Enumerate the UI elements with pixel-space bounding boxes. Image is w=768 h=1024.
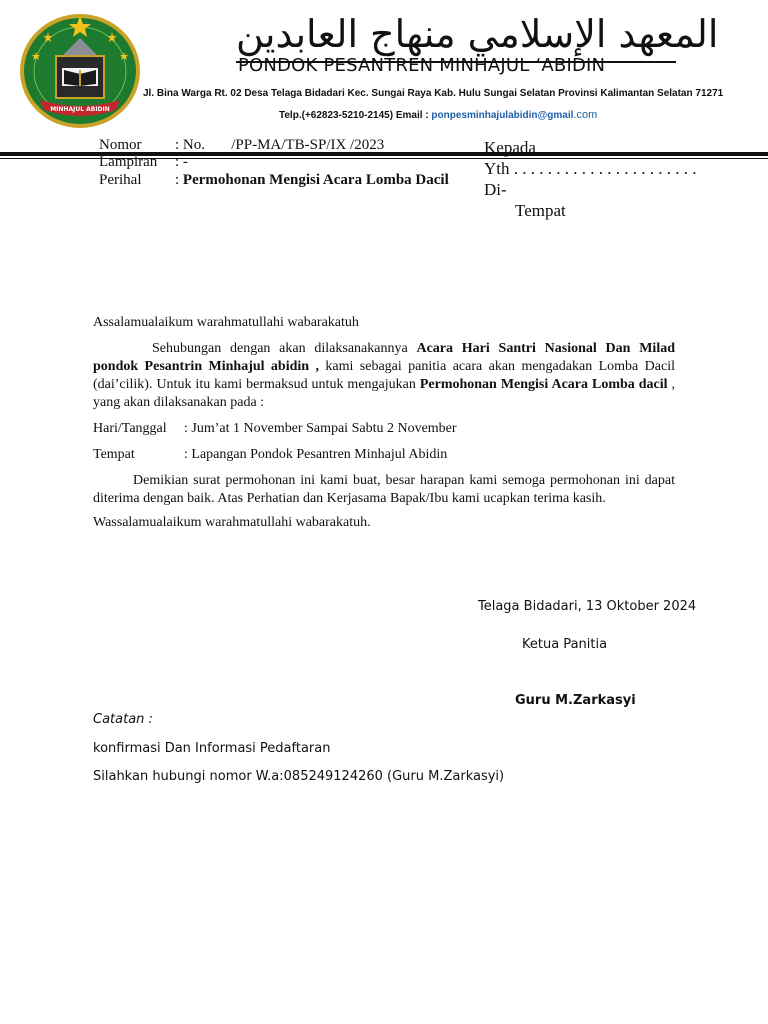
p1-event: Acara Hari Santri Nasional Dan Milad pondok Pesantrin Minhajul abidin , [93,341,676,374]
notes-line-2: Silahkan hubungi nomor W.a:085249124260 (Guru M.Zarkasyi) [93,769,505,784]
institution-name: PONDOK PESANTREN MINHAJUL ‘ABIDIN [238,55,606,76]
recipient-kepada: Kepada [484,138,536,157]
nomor-label: Nomor [99,137,142,153]
p1-request: Permohonan Mengisi Acara Lomba dacil [419,377,668,392]
place-label: Tempat [93,447,135,462]
contact-line [279,109,679,121]
paragraph-closing: Demikian surat permohonan ini kami buat, besar harapan kami semoga permohonan ini dapat diterima dengan baik. Atas Perhatian dan Kerjasama Bapak/Ibu kami ucapkan terima kasih. [93,473,675,506]
paragraph-opening [93,340,675,412]
valediction: Wassalamualaikum warahmatullahi wabarakatuh. [93,515,371,530]
p1-middle: kami sebagai panitia acara akan mengadakan Lomba Dacil (dai’cilik). Untuk itu kami bermaksud untuk mengajukan [93,359,675,392]
email-domain[interactable]: .com [573,109,598,121]
signature-role: Ketua Panitia [522,637,608,652]
arabic-institution-name: المعهد الإسلامي منهاج العابدين [236,12,719,56]
lampiran-value: : - [175,154,188,170]
date-value: : Jum’at 1 November Sampai Sabtu 2 November [184,421,457,436]
notes-title: Catatan : [93,712,153,727]
email-link[interactable]: ponpesminhajulabidin@gmail [431,110,574,121]
logo-ribbon-text: MINHAJUL ABIDIN [50,106,110,113]
recipient-di: Di- [484,180,507,199]
notes-line-1: konfirmasi Dan Informasi Pedaftaran [93,741,331,756]
recipient-yth: Yth . . . . . . . . . . . . . . . . . . . . . . [484,159,697,178]
institution-address: Jl. Bina Warga Rt. 02 Desa Telaga Bidadari Kec. Sungai Raya Kab. Hulu Sungai Selatan Provinsi Kalimantan Selatan 71271 [143,88,724,99]
date-label: Hari/Tanggal [93,421,167,436]
phone-text: Telp.(+62823-5210-2145) Email : [279,110,432,121]
p1-end: , yang akan dilaksanakan pada : [93,377,676,410]
p1-intro: Sehubungan dengan akan dilaksanakannya [152,341,417,356]
institution-logo [18,12,142,130]
signature-name: Guru M.Zarkasyi [515,693,636,708]
lampiran-label: Lampiran [99,154,158,170]
perihal-colon: : [175,172,183,188]
perihal-line [175,171,449,189]
place-value: : Lapangan Pondok Pesantren Minhajul Abidin [184,447,448,462]
nomor-value: : No. /PP-MA/TB-SP/IX /2023 [175,137,385,153]
perihal-label: Perihal [99,172,142,188]
greeting: Assalamualaikum warahmatullahi wabarakatuh [93,315,359,330]
perihal-value: Permohonan Mengisi Acara Lomba Dacil [182,172,449,188]
recipient-tempat: Tempat [515,201,566,220]
signature-place-date: Telaga Bidadari, 13 Oktober 2024 [478,599,697,614]
